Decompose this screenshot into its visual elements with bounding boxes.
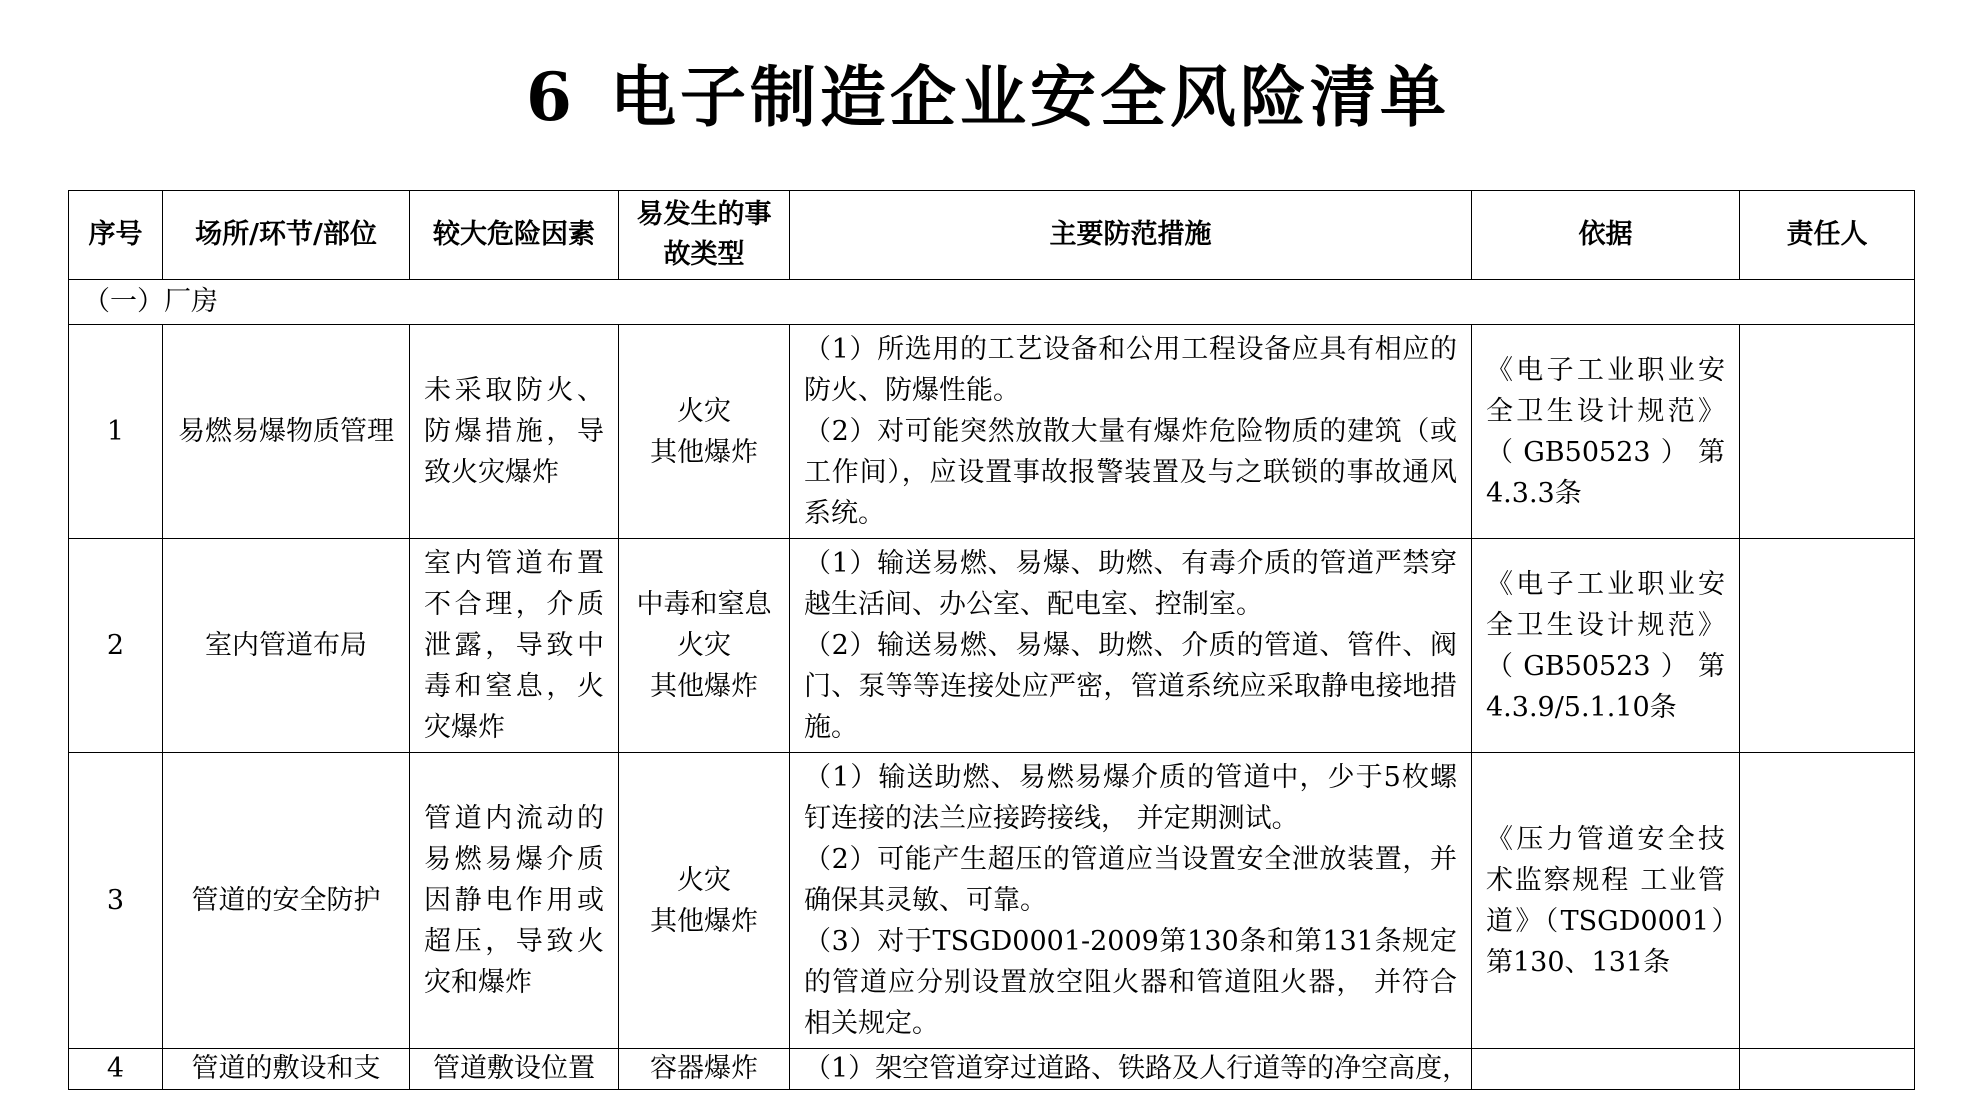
accident-type: 火灾 [677, 395, 731, 427]
row-hazard: 室内管道布置不合理，介质泄露，导致中毒和窒息，火灾爆炸 [410, 539, 619, 753]
row-no: 3 [69, 753, 163, 1049]
row-accident [619, 539, 790, 753]
page-title [0, 44, 1976, 139]
row-measures [790, 753, 1472, 1049]
row-person [1740, 325, 1915, 539]
row-measures [790, 1049, 1472, 1090]
row-basis: 《压力管道安全技术监察规程 工业管道》（TSGD0001）第130、131条 [1472, 753, 1740, 1049]
table-row [69, 539, 1915, 753]
row-no: 1 [69, 325, 163, 539]
row-place: 管道的安全防护 [163, 753, 410, 1049]
row-place: 室内管道布局 [163, 539, 410, 753]
header-basis: 依据 [1472, 191, 1740, 280]
row-person [1740, 753, 1915, 1049]
row-no: 4 [69, 1049, 163, 1090]
row-hazard: 管道敷设位置 [410, 1049, 619, 1090]
header-measures: 主要防范措施 [790, 191, 1472, 280]
title-text: 电子制造企业安全风险清单 [609, 58, 1450, 136]
row-place: 管道的敷设和支 [163, 1049, 410, 1090]
header-person: 责任人 [1740, 191, 1915, 280]
accident-type: 火灾 [677, 630, 731, 661]
header-accident: 易发生的事故类型 [619, 191, 790, 280]
measure-item: （1）输送助燃、易燃易爆介质的管道中，少于5枚螺钉连接的法兰应接跨接线， 并定期测试。 [804, 762, 1457, 834]
header-hazard: 较大危险因素 [410, 191, 619, 280]
header-no: 序号 [69, 191, 163, 280]
table-row [69, 753, 1915, 1049]
row-no: 2 [69, 539, 163, 753]
accident-type: 其他爆炸 [650, 905, 758, 937]
section-label: （一）厂房 [69, 280, 1915, 325]
risk-table [68, 190, 1915, 1090]
row-person [1740, 1049, 1915, 1090]
table-row [69, 325, 1915, 539]
measure-item: （2）输送易燃、易爆、助燃、介质的管道、管件、阀门、泵等等连接处应严密，管道系统应采取静电接地措施。 [804, 630, 1457, 743]
row-basis: 《电子工业职业安全卫生设计规范》（GB50523）第4.3.3条 [1472, 325, 1740, 539]
measure-item: （2）对可能突然放散大量有爆炸危险物质的建筑（或工作间），应设置事故报警装置及与之联锁的事故通风系统。 [804, 416, 1457, 529]
row-basis [1472, 1049, 1740, 1090]
accident-type: 其他爆炸 [650, 436, 758, 468]
row-measures [790, 539, 1472, 753]
measure-item: （3）对于TSGD0001-2009第130条和第131条规定的管道应分别设置放空阻火器和管道阻火器， 并符合相关规定。 [804, 926, 1457, 1039]
row-hazard: 管道内流动的易燃易爆介质因静电作用或超压，导致火灾和爆炸 [410, 753, 619, 1049]
header-place: 场所/环节/部位 [163, 191, 410, 280]
measure-item: （2）可能产生超压的管道应当设置安全泄放装置，并确保其灵敏、可靠。 [804, 844, 1457, 916]
measure-item: （1）架空管道穿过道路、铁路及人行道等的净空高度， [804, 1053, 1470, 1084]
row-measures [790, 325, 1472, 539]
row-accident [619, 325, 790, 539]
row-basis: 《电子工业职业安全卫生设计规范》（GB50523）第4.3.9/5.1.10条 [1472, 539, 1740, 753]
measure-item: （1）输送易燃、易爆、助燃、有毒介质的管道严禁穿越生活间、办公室、配电室、控制室。 [804, 548, 1457, 620]
row-accident [619, 753, 790, 1049]
accident-type: 中毒和窒息 [636, 589, 772, 620]
table-row [69, 1049, 1915, 1090]
accident-type: 容器爆炸 [650, 1053, 758, 1084]
row-person [1740, 539, 1915, 753]
accident-type: 其他爆炸 [650, 671, 758, 702]
row-place: 易燃易爆物质管理 [163, 325, 410, 539]
section-row [69, 280, 1915, 325]
accident-type: 火灾 [677, 864, 731, 896]
measure-item: （1）所选用的工艺设备和公用工程设备应具有相应的防火、防爆性能。 [804, 334, 1457, 406]
row-accident [619, 1049, 790, 1090]
table-header-row [69, 191, 1915, 280]
title-number: 6 [526, 58, 576, 136]
row-hazard: 未采取防火、防爆措施，导致火灾爆炸 [410, 325, 619, 539]
